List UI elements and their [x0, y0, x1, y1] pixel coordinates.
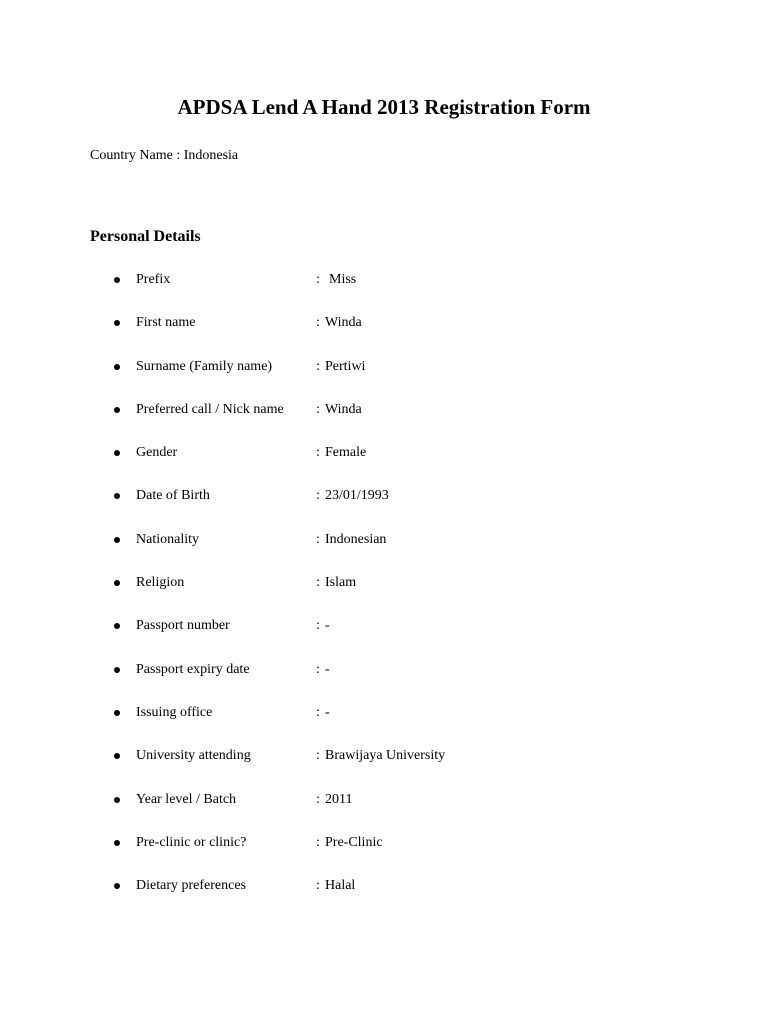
detail-value: -: [325, 618, 330, 634]
detail-value: 23/01/1993: [325, 488, 389, 504]
detail-label: University attending: [136, 748, 251, 764]
detail-value: Brawijaya University: [325, 748, 446, 764]
detail-label: Gender: [136, 445, 178, 461]
detail-value: Indonesian: [325, 531, 387, 547]
detail-separator: :: [316, 401, 320, 417]
bullet-icon: [114, 407, 120, 413]
detail-value: Pre-Clinic: [325, 834, 383, 850]
detail-label: Religion: [136, 575, 185, 591]
detail-label: Surname (Family name): [136, 358, 273, 374]
bullet-icon: [114, 364, 120, 370]
detail-separator: :: [316, 791, 320, 807]
detail-value: Winda: [325, 315, 362, 331]
personal-details-heading: Personal Details: [90, 228, 201, 245]
detail-separator: :: [316, 315, 320, 331]
detail-value: 2011: [325, 791, 353, 807]
detail-separator: :: [316, 531, 320, 547]
detail-value: -: [325, 704, 330, 720]
detail-label: Passport number: [136, 618, 230, 634]
detail-value: Halal: [325, 878, 356, 894]
detail-separator: :: [316, 661, 320, 677]
bullet-icon: [114, 277, 120, 283]
detail-value: Pertiwi: [325, 358, 366, 374]
detail-separator: :: [316, 445, 320, 461]
detail-separator: :: [316, 488, 320, 504]
bullet-icon: [114, 580, 120, 586]
detail-separator: :: [316, 272, 320, 287]
detail-separator: :: [316, 878, 320, 894]
detail-label: Pre-clinic or clinic?: [136, 834, 247, 850]
detail-separator: :: [316, 704, 320, 720]
bullet-icon: [114, 753, 120, 759]
document-title: APDSA Lend A Hand 2013 Registration Form: [177, 95, 591, 119]
detail-label: Nationality: [136, 531, 199, 547]
detail-label: Issuing office: [136, 704, 213, 720]
detail-value: Islam: [325, 575, 357, 591]
detail-label: Preferred call / Nick name: [136, 401, 284, 417]
detail-label: First name: [136, 315, 196, 331]
bullet-icon: [114, 493, 120, 499]
detail-value: Winda: [325, 401, 362, 417]
detail-value: -: [325, 661, 330, 677]
bullet-icon: [114, 710, 120, 716]
country-name-line: Country Name : Indonesia: [90, 148, 239, 163]
bullet-icon: [114, 667, 120, 673]
detail-label: Passport expiry date: [136, 661, 250, 677]
bullet-icon: [114, 537, 120, 543]
bullet-icon: [114, 797, 120, 803]
detail-label: Date of Birth: [136, 488, 210, 504]
detail-label: Prefix: [136, 272, 171, 287]
bullet-icon: [114, 450, 120, 456]
detail-value: Miss: [329, 272, 357, 287]
detail-separator: :: [316, 358, 320, 374]
detail-label: Year level / Batch: [136, 791, 237, 807]
detail-separator: :: [316, 834, 320, 850]
detail-label: Dietary preferences: [136, 878, 246, 894]
bullet-icon: [114, 320, 120, 326]
bullet-icon: [114, 623, 120, 629]
bullet-icon: [114, 840, 120, 846]
detail-separator: :: [316, 575, 320, 591]
detail-value: Female: [325, 445, 367, 461]
bullet-icon: [114, 883, 120, 889]
detail-separator: :: [316, 748, 320, 764]
detail-separator: :: [316, 618, 320, 634]
